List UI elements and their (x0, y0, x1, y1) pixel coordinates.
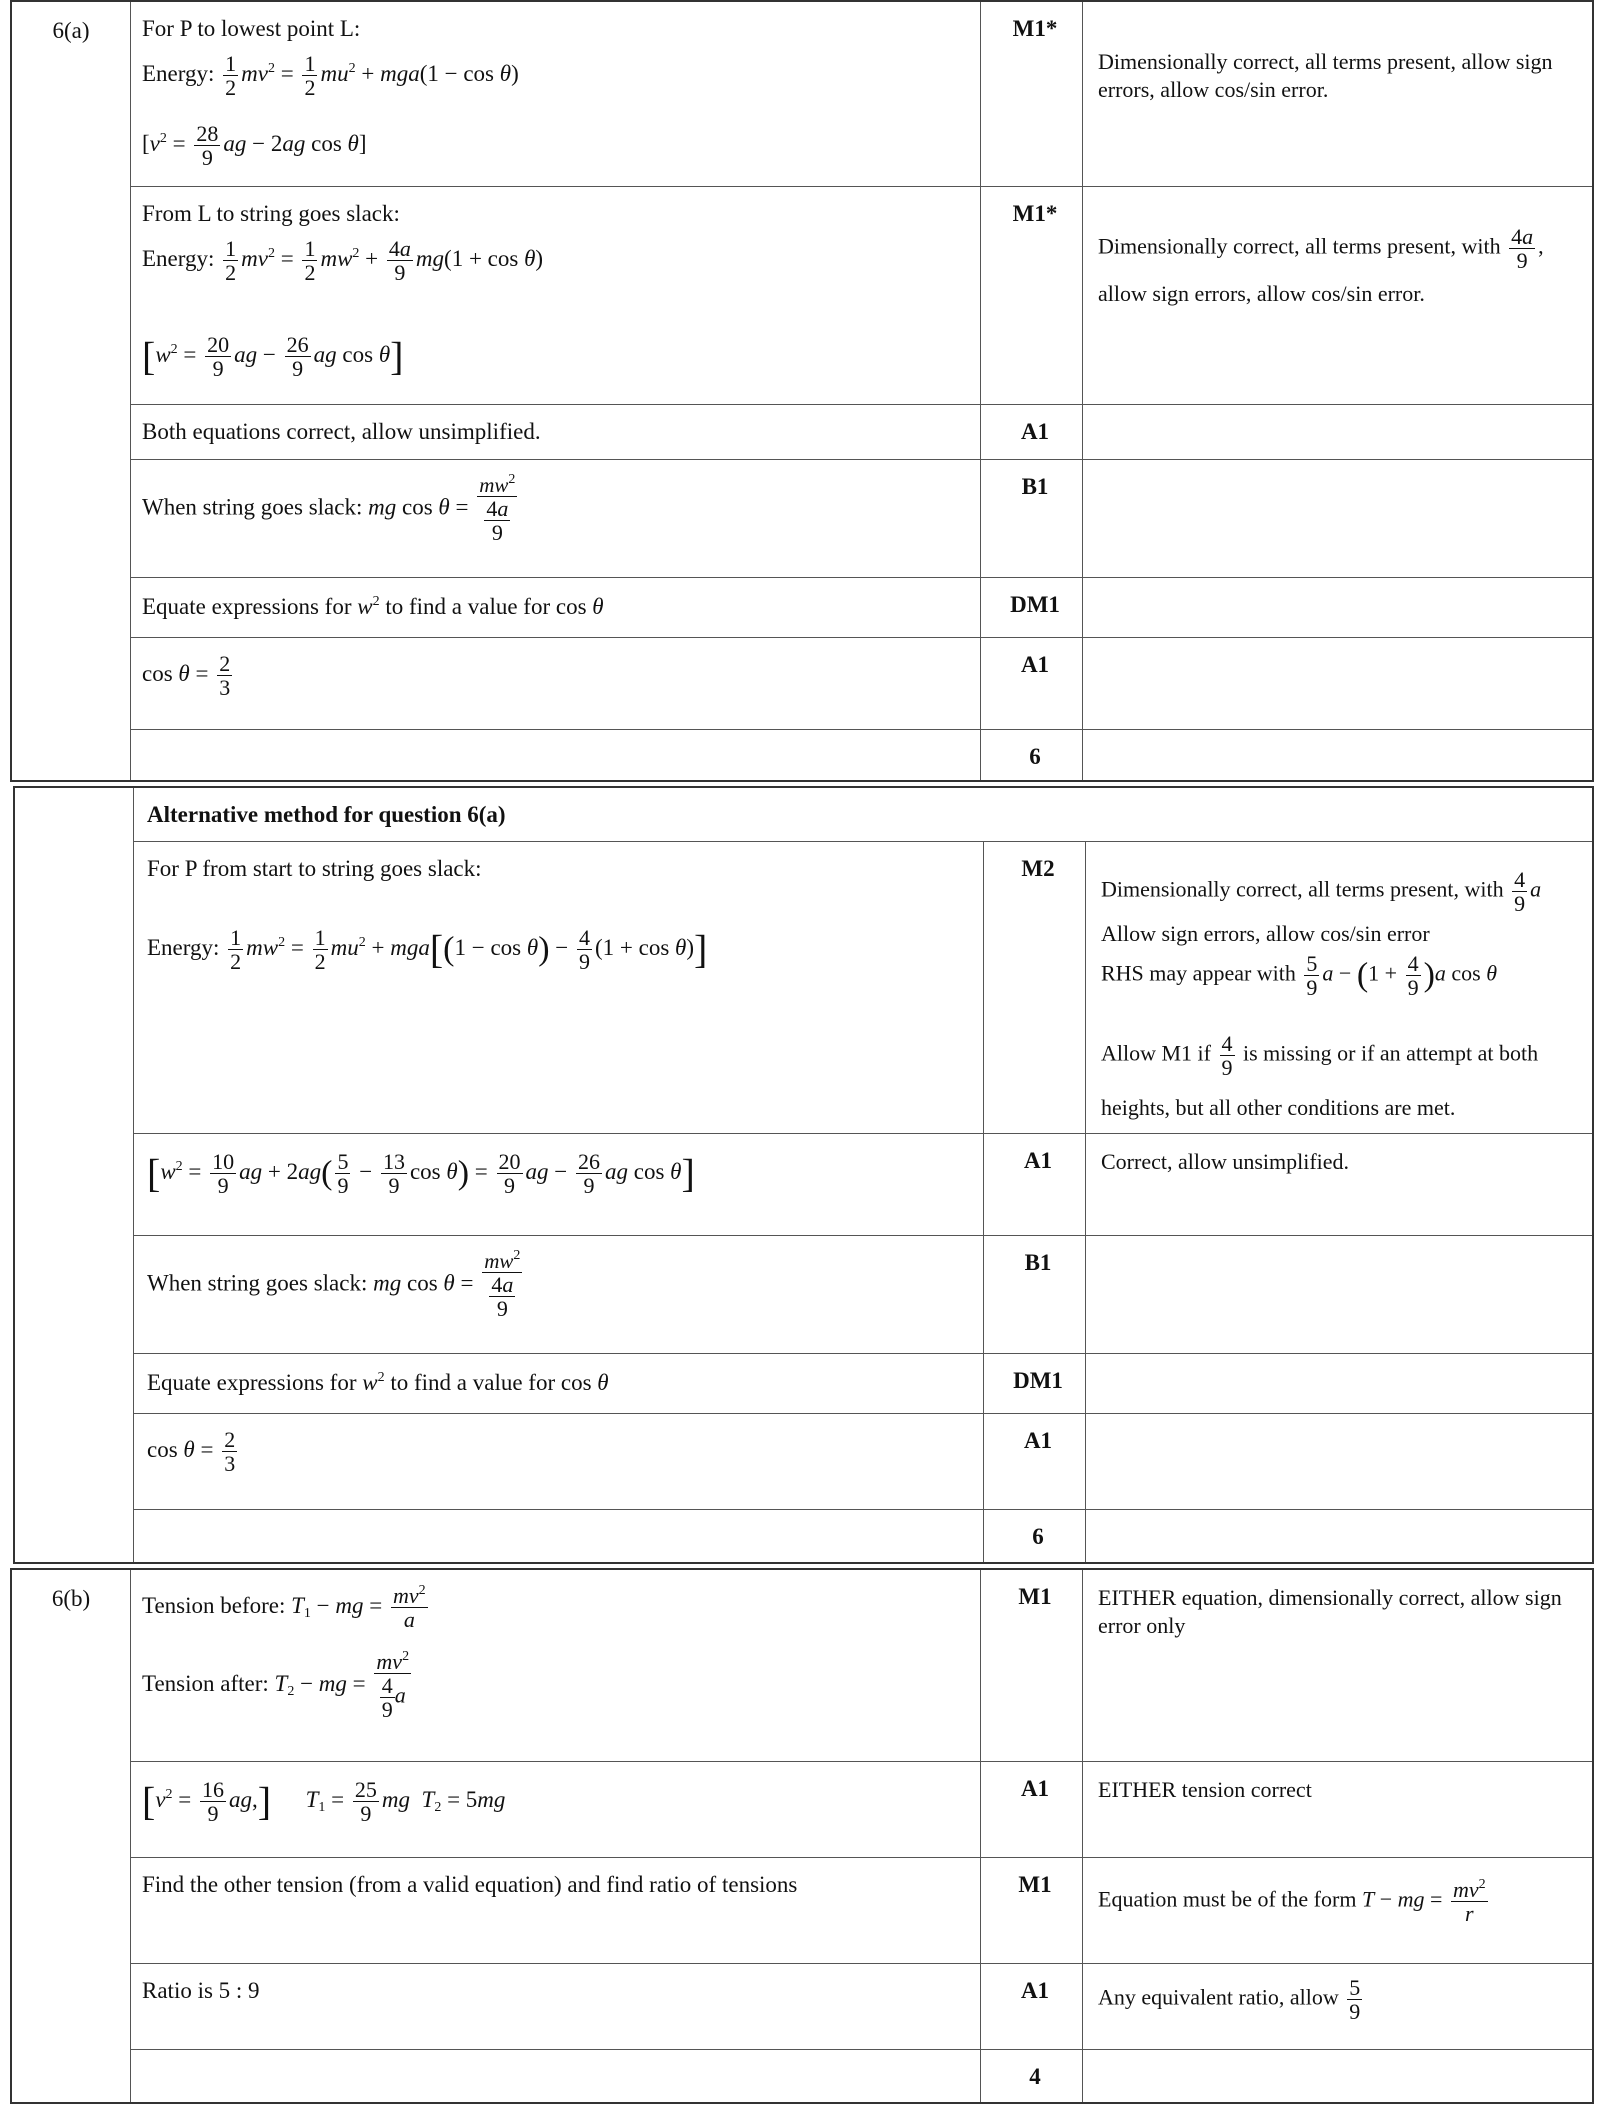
q6a-r3-text: Both equations correct, allow unsimplified. (142, 419, 541, 444)
q6b-r3-mark: M1 (1018, 1872, 1052, 1897)
q6a-total: 6 (1029, 744, 1041, 769)
alt-row-1: For P from start to string goes slack: Energy: $\frac{1}{2}$ $mw^2$ = $\frac{1}{2}$ $mu^2 + mga[(1 - \cos \theta)$ − $\frac{4}{9}$ (1 + cos θ)] M2 Dimensionally correct, all terms present, with $\frac{4}{9}$ a Allow sign errors, allow cos/sin error RHS may appear with $\frac{5}{9}$ a − (1 + $\frac{4}{9}$ )a cos θ Allow M1 if $\frac{4}{9}$ is missing or if an attempt at both heights, but all other conditions are met. (133, 842, 1592, 1134)
q6a-table (10, 0, 1594, 782)
q6a-r3-mark: A1 (1020, 419, 1050, 444)
alt-total: 6 (1032, 1524, 1044, 1549)
alt-row-5 (133, 1414, 1592, 1510)
alt-title-row (133, 788, 1592, 842)
q6a-r2-mark: M1* (1012, 201, 1058, 226)
q6a-r5-text: Equate expressions for $w^2$ to find a value for cos θ (142, 594, 604, 619)
q6b-row-1 (130, 1570, 1592, 1762)
q6b-row-3 (130, 1858, 1592, 1964)
alt-r2-note: Correct, allow unsimplified. (1101, 1149, 1350, 1174)
q6a-row-3 (130, 405, 1592, 460)
alt-r2-result: [$w^2$ = $\frac{10}{9}$ ag + 2ag( $\frac{5}{9}$ − $\frac{13}{9}$ cos θ) = $\frac{20}{9}$ ag − $\frac{26}{9}$ ag cos θ] (147, 1149, 695, 1199)
q6a-r1-mark: M1* (1012, 16, 1058, 41)
q6b-label: 6(b) (51, 1586, 91, 1611)
q6b-r3-note: Equation must be of the form T − mg = $\frac{mv^2}{r}$ (1098, 1877, 1486, 1927)
q6a-row-7 (130, 730, 1592, 784)
q6a-r1-energy: Energy: $\frac{1}{2}$ $mv^2$ = $\frac{1}{2}$ $mu^2 + mga(1 - \cos \theta)$ (142, 51, 519, 101)
q6a-row-4 (130, 460, 1592, 578)
q6a-r6-result: cos θ = $\frac{2}{3}$ (142, 651, 231, 701)
q6a-label: 6(a) (52, 18, 90, 43)
q6b-r4-mark: A1 (1020, 1978, 1050, 2003)
q6a-r6-mark: A1 (1020, 652, 1050, 677)
q6b-r3-text: Find the other tension (from a valid equation) and find ratio of tensions (142, 1872, 798, 1897)
q6b-r1-mark: M1 (1018, 1584, 1052, 1609)
alt-r4-text: Equate expressions for $w^2$ to find a value for cos θ (147, 1370, 609, 1395)
q6a-r2-energy: Energy: $\frac{1}{2}$ $mv^2$ = $\frac{1}{2}$ $mw^2$ + $\frac{4a}{9}$ mg(1 + cos θ) (142, 236, 544, 286)
q6b-r1-note: EITHER equation, dimensionally correct, allow sign error only (1098, 1585, 1562, 1638)
alt-r2-mark: A1 (1023, 1148, 1053, 1173)
q6a-r1-note: Dimensionally correct, all terms present, allow sign errors, allow cos/sin error. (1098, 49, 1553, 102)
q6a-r2-heading: From L to string goes slack: (142, 201, 400, 226)
alt-r4-mark: DM1 (1013, 1368, 1063, 1393)
q6b-r2-result: [$v^2$ = $\frac{16}{9}$ ag,] $T_1$ = $\frac{25}{9}$ mg $T_2 = 5mg$ (142, 1777, 506, 1827)
q6b-r4-note: Any equivalent ratio, allow $\frac{5}{9}$ (1098, 1975, 1361, 2025)
q6b-r1-before: Tension before: $T_1$ − mg = $\frac{mv^2}{a}$ (142, 1583, 426, 1633)
alt-r3-mark: B1 (1024, 1250, 1052, 1275)
q6b-row-5 (130, 2050, 1592, 2106)
q6b-row-4 (130, 1964, 1592, 2050)
q6a-row-1 (130, 2, 1592, 187)
q6b-table (10, 1568, 1594, 2104)
q6b-r1-after: Tension after: $T_2$ − mg = $mv^2$ $\frac{4}{9}$ a (142, 1649, 410, 1723)
alt-row-2 (133, 1134, 1592, 1236)
q6b-total: 4 (1029, 2064, 1041, 2089)
alt-r1-mark: M2 (1021, 856, 1055, 881)
q6a-r2-note: Dimensionally correct, all terms present, with $\frac{4a}{9}$ , allow sign errors, allow cos/sin error. (1098, 224, 1544, 307)
q6a-r2-result: [$w^2$ = $\frac{20}{9}$ ag − $\frac{26}{9}$ ag cos θ] (142, 332, 404, 382)
q6b-r4-text: Ratio is 5 : 9 (142, 1978, 260, 2003)
q6a-r5-mark: DM1 (1010, 592, 1060, 617)
q6a-row-6 (130, 638, 1592, 730)
alt-row-6 (133, 1510, 1592, 1564)
q6a-row-2 (130, 187, 1592, 405)
alt-table (13, 786, 1594, 1564)
q6a-r1-heading: For P to lowest point L: (142, 16, 361, 41)
q6a-r1-result: [$v^2$ = $\frac{28}{9}$ ag − 2ag cos θ] (142, 121, 367, 171)
alt-r5-mark: A1 (1023, 1428, 1053, 1453)
q6b-row-2 (130, 1762, 1592, 1858)
alt-r1-energy: Energy: $\frac{1}{2}$ $mw^2$ = $\frac{1}{2}$ $mu^2 + mga[(1 - \cos \theta)$ − $\frac{4}{9}$ (1 + cos θ)] (147, 925, 708, 975)
alt-r1-heading: For P from start to string goes slack: (147, 856, 482, 881)
q6b-r2-note: EITHER tension correct (1098, 1777, 1312, 1802)
q6a-row-5 (130, 578, 1592, 638)
alt-r3-eq: When string goes slack: mg cos θ = $\frac{mw^2}{\frac{4a}{9}}$ (147, 1248, 521, 1322)
alt-row-3 (133, 1236, 1592, 1354)
q6b-r2-mark: A1 (1020, 1776, 1050, 1801)
alt-r5-result: cos θ = $\frac{2}{3}$ (147, 1427, 236, 1477)
alt-row-4 (133, 1354, 1592, 1414)
q6a-r4-mark: B1 (1021, 474, 1049, 499)
alt-title: Alternative method for question 6(a) (147, 802, 506, 827)
q6a-r4-eq: When string goes slack: mg cos θ = $\frac{mw^2}{\frac{4a}{9}}$ (142, 472, 516, 546)
